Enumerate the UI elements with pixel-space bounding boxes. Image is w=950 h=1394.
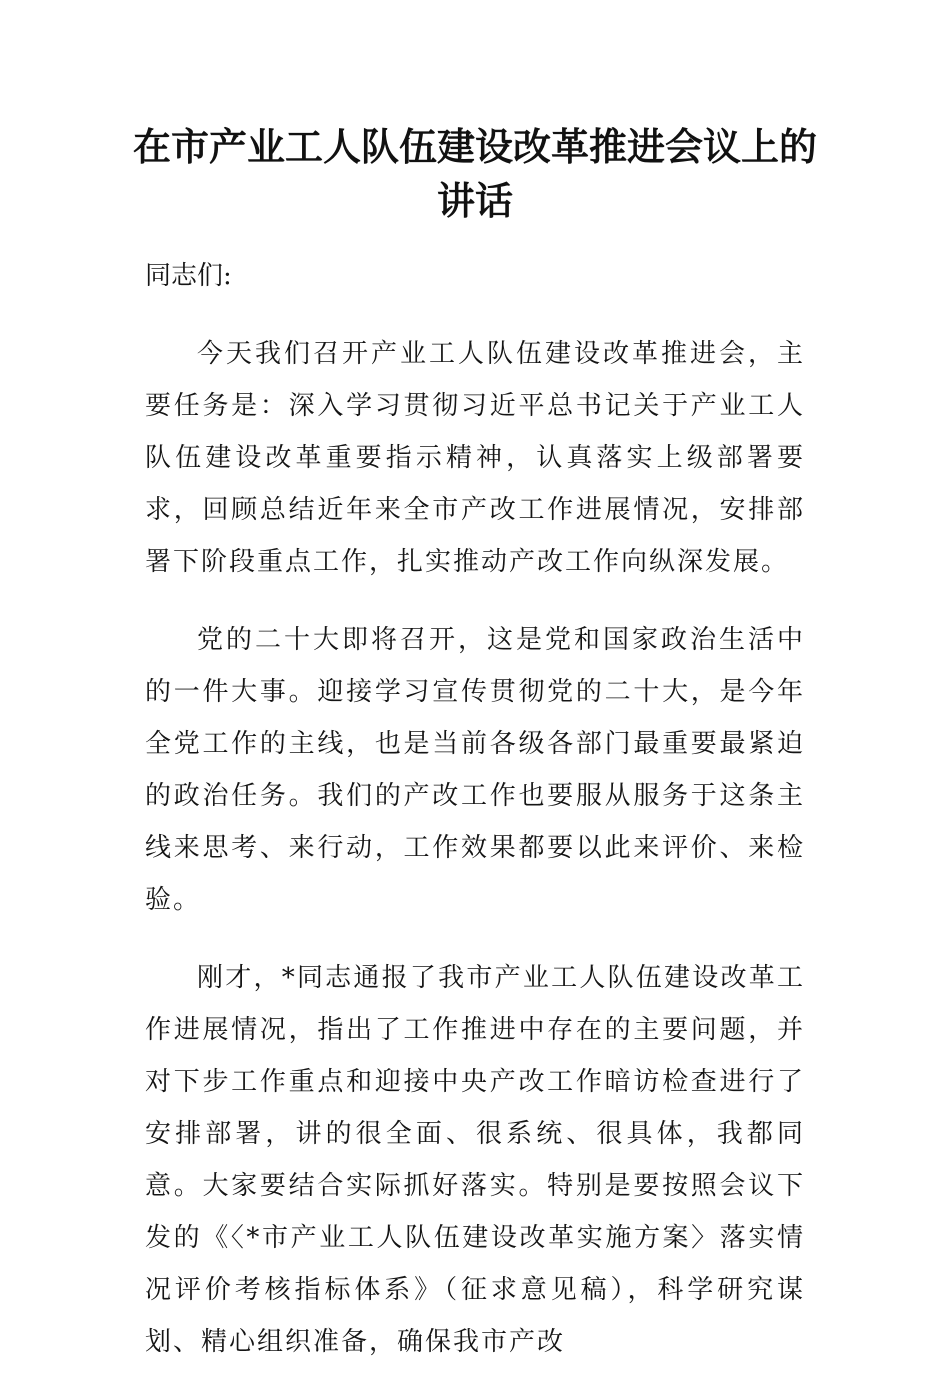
paragraph-3: 刚才，*同志通报了我市产业工人队伍建设改革工作进展情况，指出了工作推进中存在的主要问题，并对下步工作重点和迎接中央产改工作暗访检查进行了安排部署，讲的很全面、很系统、很具体，我都同意。大家要结合实际抓好落实。特别是要按照会议下发的《〈*市产业工人队伍建设改革实施方案〉落实情况评价考核指标体系》（征求意见稿），科学研究谋划、精心组织准备，确保我市产改 <box>145 963 805 1357</box>
paragraph-1: 今天我们召开产业工人队伍建设改革推进会，主要任务是：深入学习贯彻习近平总书记关于产业工人队伍建设改革重要指示精神，认真落实上级部署要求，回顾总结近年来全市产改工作进展情况，安排部署下阶段重点工作，扎实推动产改工作向纵深发展。 <box>145 339 805 577</box>
paragraph-2: 党的二十大即将召开，这是党和国家政治生活中的一件大事。迎接学习宣传贯彻党的二十大，是今年全党工作的主线，也是当前各级各部门最重要最紧迫的政治任务。我们的产改工作也要服从服务于这条主线来思考、来行动，工作效果都要以此来评价、来检验。 <box>145 625 805 915</box>
salutation: 同志们: <box>145 261 232 291</box>
document-title <box>120 120 830 228</box>
document-title-line-1: 在市产业工人队伍建设改革推进会议上的 <box>132 124 817 169</box>
document-title-line-2: 讲话 <box>436 178 513 223</box>
document-body <box>145 250 805 1394</box>
